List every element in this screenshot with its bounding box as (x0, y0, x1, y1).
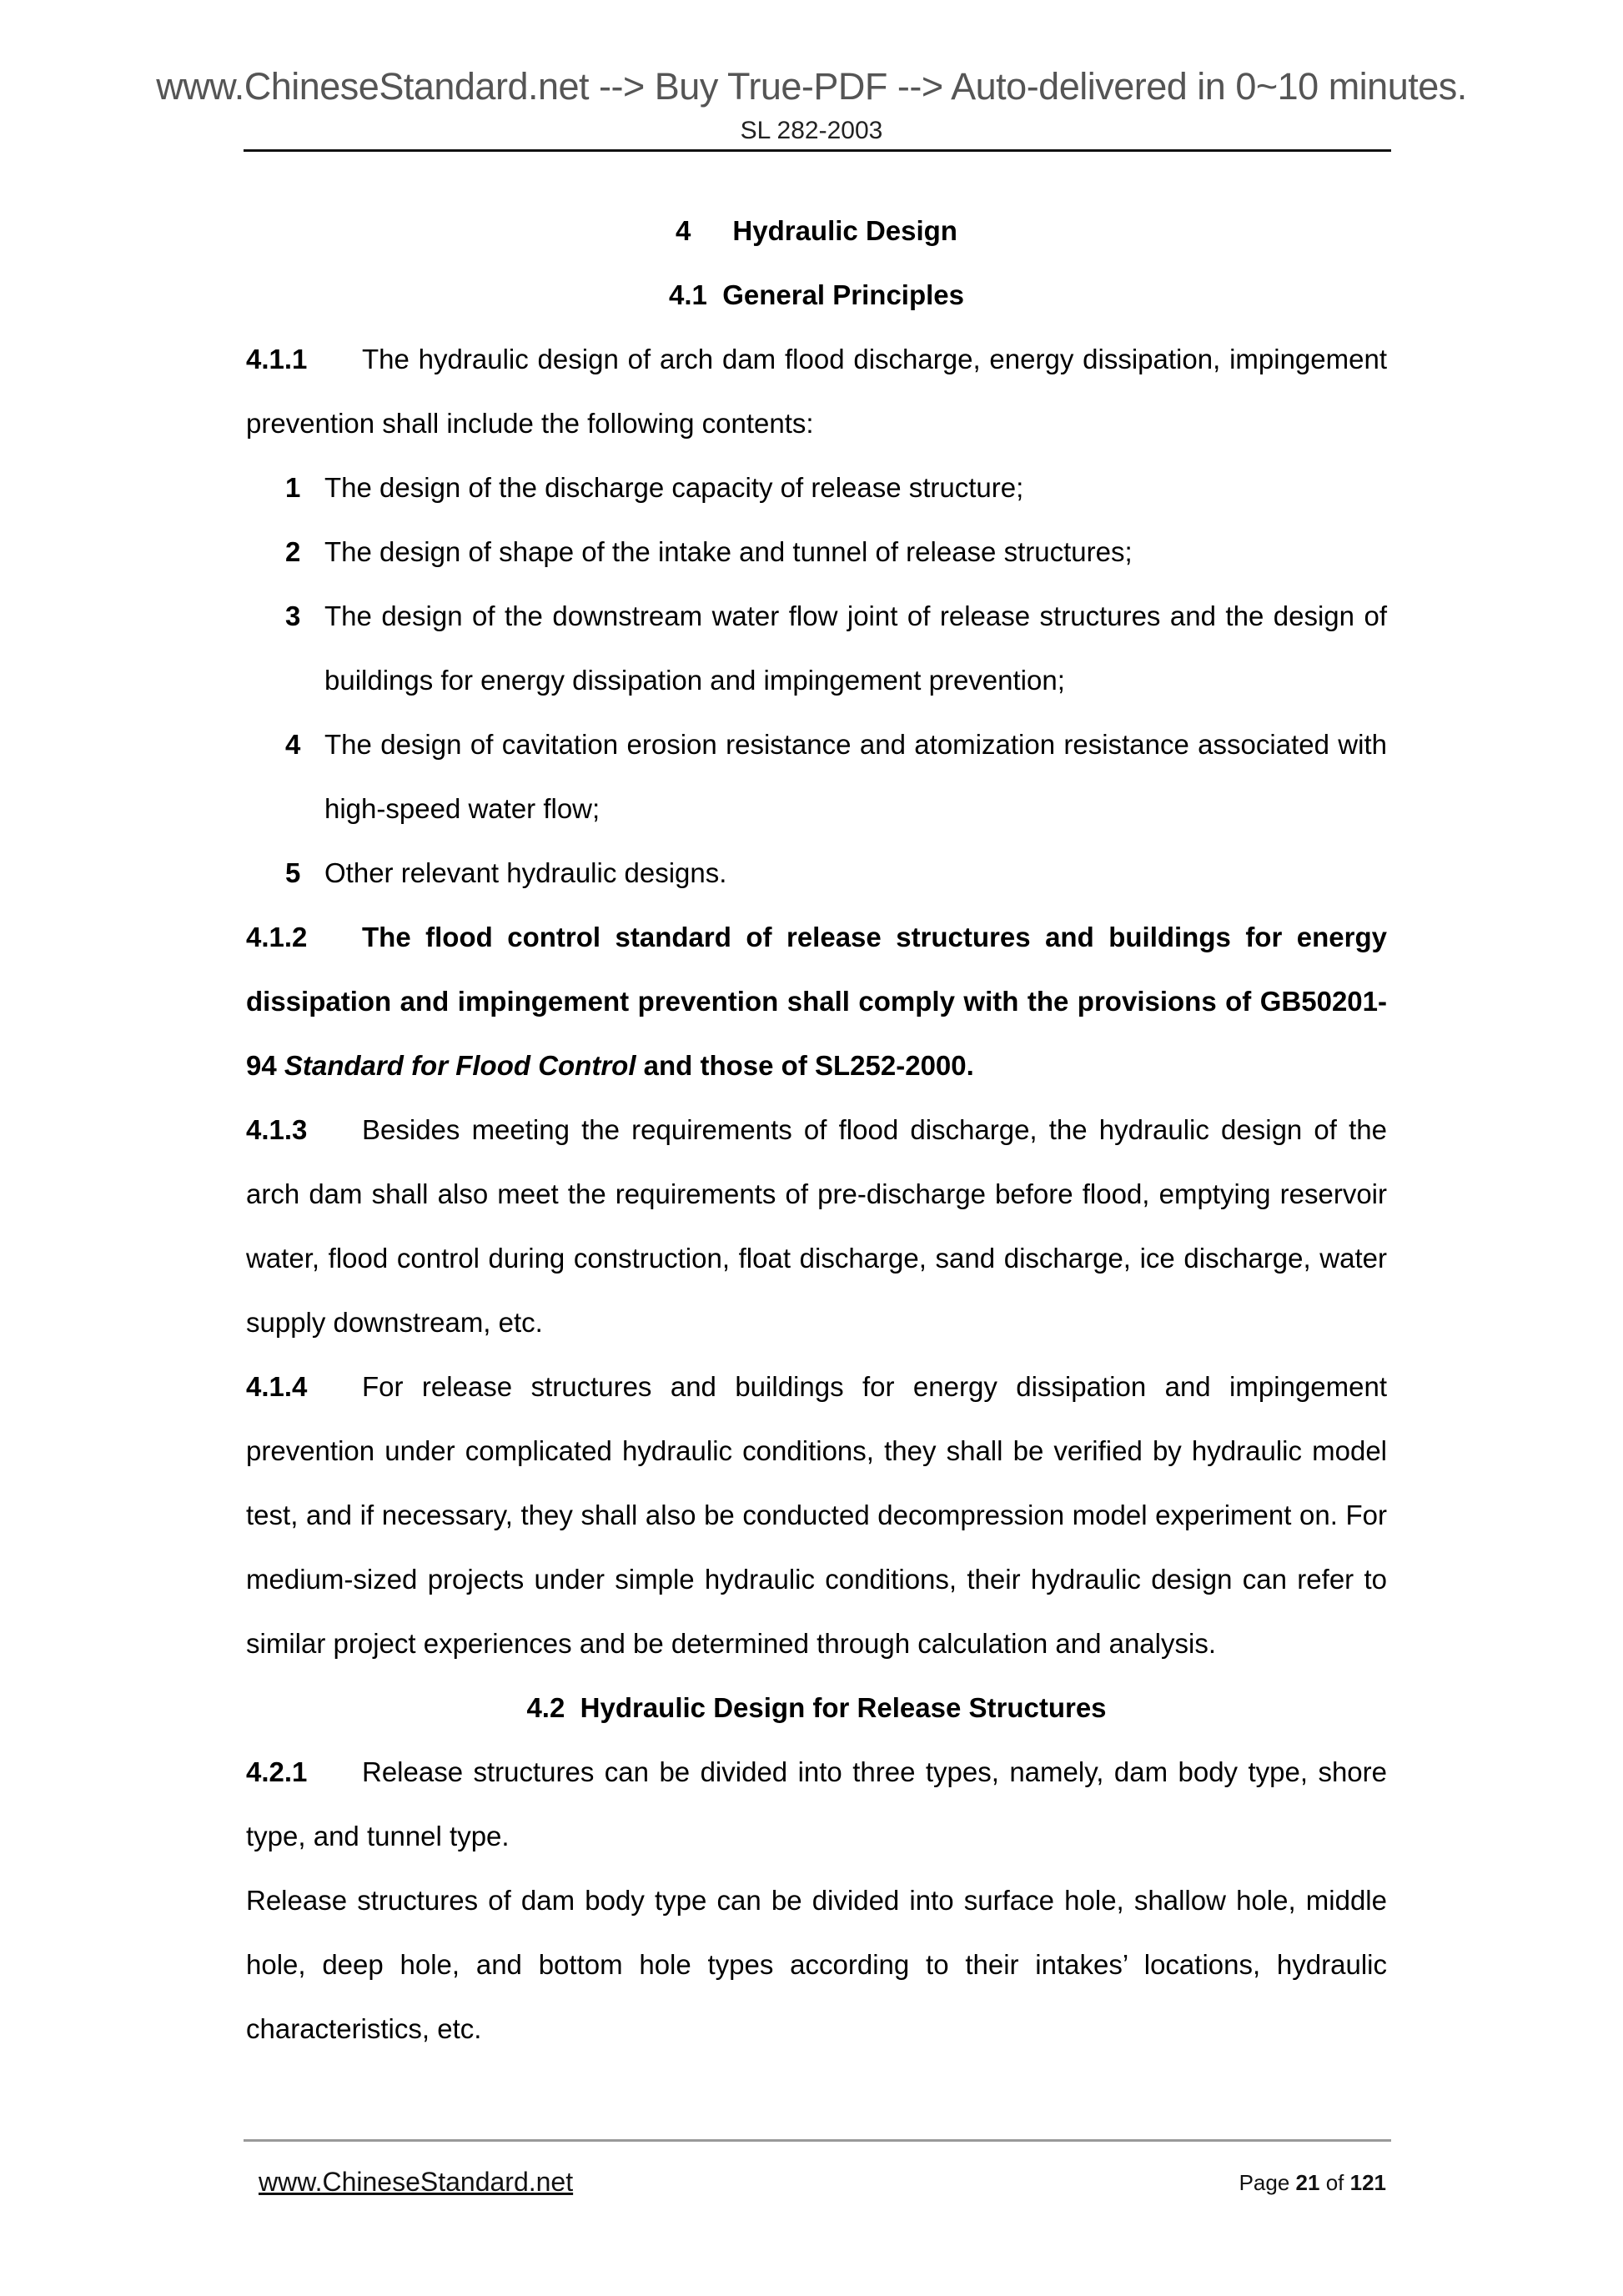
list-number: 5 (285, 857, 301, 888)
standard-title: Standard for Flood Control (284, 1050, 636, 1081)
section-heading-4-2: 4.2 Hydraulic Design for Release Structures (526, 1692, 1107, 1723)
clause-4-1-3 (246, 1098, 1387, 1354)
clause-4-1-2 (246, 905, 1387, 1098)
list-number: 1 (285, 472, 301, 503)
list-item (246, 841, 1387, 905)
list-number: 4 (285, 729, 301, 760)
clause-4-1-4 (246, 1354, 1387, 1676)
footer-link[interactable]: www.ChineseStandard.net (259, 2167, 574, 2197)
clause-number: 4.1.1 (246, 344, 308, 374)
clause-text: The flood control standard of release structures and buildings for energy dissipation and impingement prevention shall comply with the provisions of GB50201-94 (246, 922, 1387, 1081)
page-indicator (1239, 2170, 1386, 2196)
document-body (246, 198, 1387, 2061)
chapter-title: Hydraulic Design (732, 215, 957, 246)
clause-number: 4.2.1 (246, 1756, 308, 1787)
page-of: of (1325, 2170, 1344, 2195)
clause-text-end: and those of SL252-2000. (636, 1050, 974, 1081)
chapter-heading (246, 198, 1387, 263)
clause-text: The hydraulic design of arch dam flood discharge, energy dissipation, impingement prevention shall include the following contents: (246, 344, 1387, 439)
list-item (246, 712, 1387, 841)
clause-4-2-1 (246, 1740, 1387, 1868)
banner-text: www.ChineseStandard.net --> Buy True-PDF --> Auto-delivered in 0~10 minutes. (156, 65, 1467, 108)
clause-number: 4.1.3 (246, 1114, 308, 1145)
standard-number: SL 282-2003 (740, 117, 883, 144)
section-heading-4-1: 4.1 General Principles (668, 279, 964, 310)
page-total: 121 (1349, 2170, 1386, 2195)
list-text: The design of shape of the intake and tunnel of release structures; (324, 536, 1133, 567)
footer-divider (244, 2139, 1391, 2142)
list-number: 2 (285, 536, 301, 567)
page-number: 21 (1295, 2170, 1320, 2195)
list-item (246, 520, 1387, 584)
list-number: 3 (285, 600, 301, 631)
list-text: Other relevant hydraulic designs. (324, 857, 727, 888)
clause-text: Release structures can be divided into three types, namely, dam body type, shore type, and tunnel type. (246, 1756, 1387, 1851)
list-item (246, 455, 1387, 520)
clause-number: 4.1.2 (246, 922, 308, 952)
paragraph: Release structures of dam body type can be divided into surface hole, shallow hole, middle hole, deep hole, and bottom hole types according to their intakes’ locations, hydraulic characteristics, etc. (246, 1885, 1387, 2044)
list-text: The design of the discharge capacity of release structure; (324, 472, 1024, 503)
header-divider (244, 149, 1391, 152)
clause-4-1-1 (246, 327, 1387, 455)
page-label: Page (1239, 2170, 1290, 2195)
list-text: The design of the downstream water flow joint of release structures and the design of buildings for energy dissipation and impingement prevention; (324, 600, 1387, 696)
clause-number: 4.1.4 (246, 1371, 308, 1402)
clause-text: For release structures and buildings for energy dissipation and impingement prevention under complicated hydraulic conditions, they shall be verified by hydraulic model test, and if necessary, they shall also be conducted decompression model experiment on. For medium-sized projects under simple hydraulic conditions, their hydraulic design can refer to similar project experiences and be determined through calculation and analysis. (246, 1371, 1387, 1659)
clause-text: Besides meeting the requirements of flood discharge, the hydraulic design of the arch dam shall also meet the requirements of pre-discharge before flood, emptying reservoir water, flood control during construction, float discharge, sand discharge, ice discharge, water supply downstream, etc. (246, 1114, 1387, 1338)
list-item (246, 584, 1387, 712)
chapter-number: 4 (676, 215, 691, 246)
list-text: The design of cavitation erosion resistance and atomization resistance associated with high-speed water flow; (324, 729, 1387, 824)
